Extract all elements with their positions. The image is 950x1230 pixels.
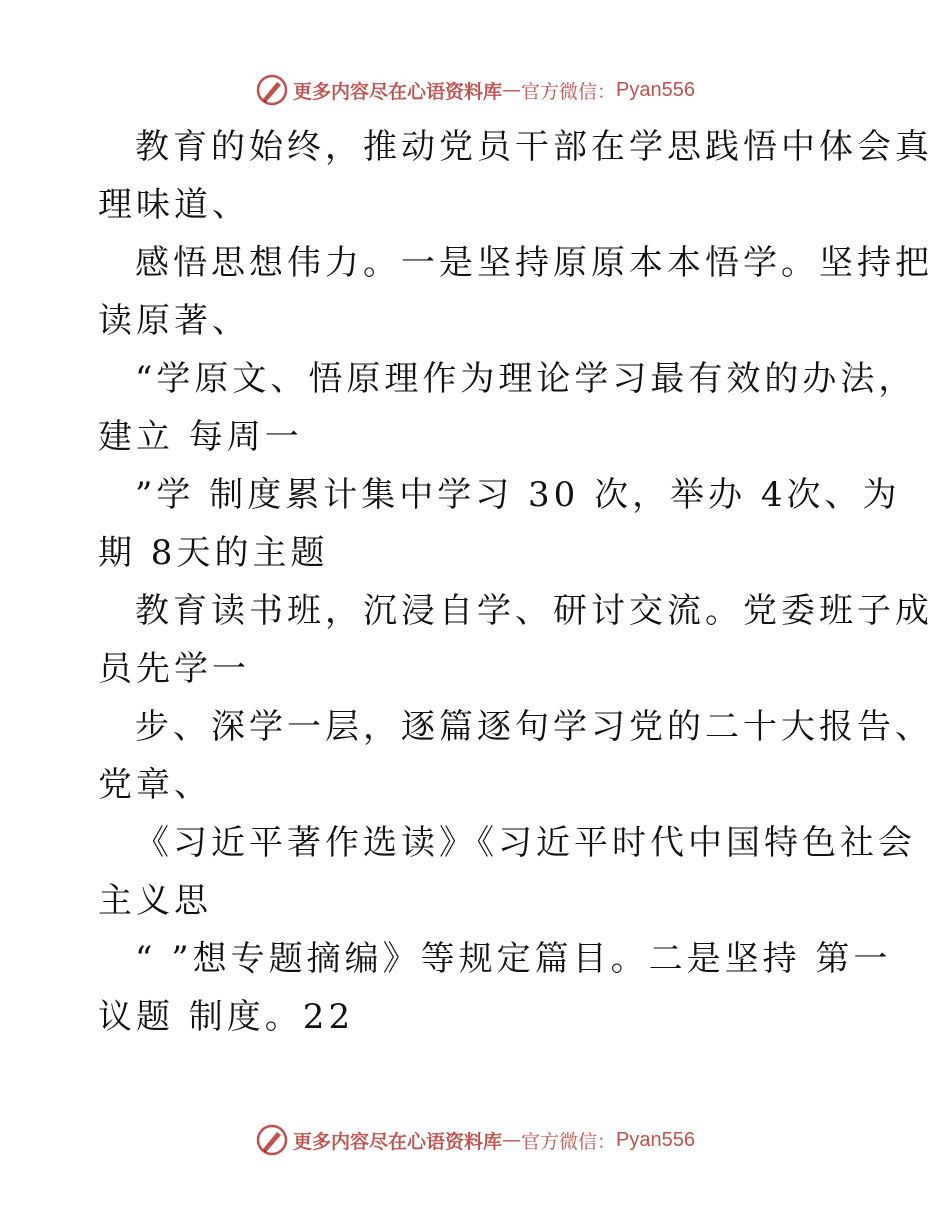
footer-wechat-label: 官方微信： — [521, 1130, 617, 1153]
header-banner — [0, 70, 950, 110]
body-line: “学原文、悟原理作为理论学习最有效的办法， — [135, 359, 917, 399]
body-line: ”学 制度累计集中学习 30 次，举办 4次、为 — [135, 475, 901, 515]
body-line: 议题 制度。22 — [98, 997, 355, 1037]
footer-wechat-id: Pyan556 — [616, 1128, 695, 1151]
body-line: 读原著、 — [98, 301, 250, 341]
body-line: 感悟思想伟力。一是坚持原原本本悟学。坚持把 — [135, 243, 933, 283]
body-line: 建立 每周一 — [98, 417, 303, 457]
header-wechat-id: Pyan556 — [616, 78, 695, 101]
body-line: 党章、 — [98, 765, 212, 805]
body-line: 《习近平著作选读》《习近平时代中国特色社会 — [135, 823, 916, 863]
footer-banner — [0, 1120, 950, 1160]
body-line: 教育读书班，沉浸自学、研讨交流。党委班子成 — [135, 591, 933, 631]
pen-logo-icon — [255, 1123, 289, 1157]
body-line: 员先学一 — [98, 649, 250, 689]
footer-separator: — — [502, 1129, 522, 1151]
body-line: 教育的始终，推动党员干部在学思践悟中体会真 — [135, 127, 933, 167]
body-line: 主义思 — [98, 881, 212, 921]
body-line: 期 8天的主题 — [98, 533, 329, 573]
body-line: 步、深学一层，逐篇逐句学习党的二十大报告、 — [135, 707, 933, 747]
header-site-text: 更多内容尽在心语资料库 — [293, 80, 503, 103]
footer-site-text: 更多内容尽在心语资料库 — [293, 1130, 503, 1153]
body-line: “ ”想专题摘编》等规定篇目。二是坚持 第一 — [135, 939, 892, 979]
header-wechat-label: 官方微信： — [521, 80, 617, 103]
body-line: 理味道、 — [98, 185, 250, 225]
document-body — [98, 118, 933, 1046]
pen-logo-icon — [255, 73, 289, 107]
header-separator: — — [502, 79, 522, 101]
